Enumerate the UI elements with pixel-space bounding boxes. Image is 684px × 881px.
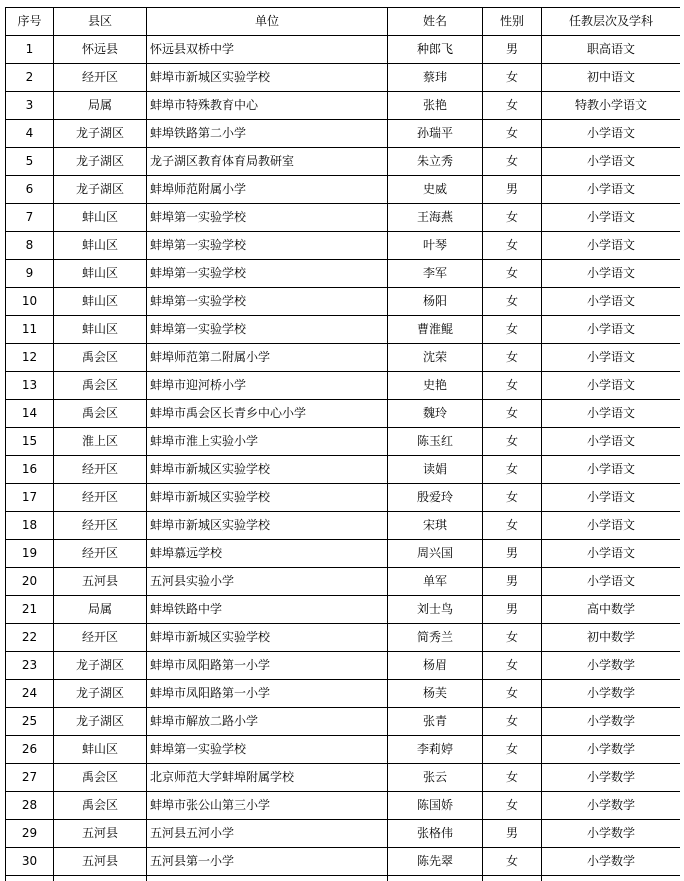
cell-name: 陈国娇 bbox=[388, 792, 483, 820]
cell-subject: 小学语文 bbox=[542, 120, 681, 148]
cell-index: 19 bbox=[6, 540, 54, 568]
cell-subject: 小学数学 bbox=[542, 652, 681, 680]
cell-gender: 女 bbox=[483, 736, 542, 764]
table-row bbox=[6, 652, 681, 680]
cell-name: 周兴国 bbox=[388, 540, 483, 568]
cell-index: 4 bbox=[6, 120, 54, 148]
cell-index: 30 bbox=[6, 848, 54, 876]
cell-subject: 小学语文 bbox=[542, 568, 681, 596]
cell-gender: 女 bbox=[483, 792, 542, 820]
cell-subject: 小学语文 bbox=[542, 540, 681, 568]
cell-empty bbox=[147, 876, 388, 881]
table-header-row bbox=[6, 8, 681, 36]
cell-unit: 蚌埠市凤阳路第一小学 bbox=[147, 652, 388, 680]
cell-index: 22 bbox=[6, 624, 54, 652]
cell-district: 蚌山区 bbox=[54, 260, 147, 288]
table-body bbox=[6, 36, 681, 881]
cell-index: 6 bbox=[6, 176, 54, 204]
cell-unit: 龙子湖区教育体育局教研室 bbox=[147, 148, 388, 176]
cell-unit: 蚌埠第一实验学校 bbox=[147, 204, 388, 232]
cell-gender: 女 bbox=[483, 848, 542, 876]
table-row bbox=[6, 792, 681, 820]
cell-gender: 女 bbox=[483, 288, 542, 316]
cell-index: 27 bbox=[6, 764, 54, 792]
table-row bbox=[6, 456, 681, 484]
cell-gender: 女 bbox=[483, 512, 542, 540]
cell-subject: 小学语文 bbox=[542, 484, 681, 512]
cell-subject: 小学语文 bbox=[542, 456, 681, 484]
header-unit: 单位 bbox=[147, 8, 388, 36]
cell-name: 陈先翠 bbox=[388, 848, 483, 876]
header-district: 县区 bbox=[54, 8, 147, 36]
table-row bbox=[6, 316, 681, 344]
cell-index: 7 bbox=[6, 204, 54, 232]
cell-name: 种郎飞 bbox=[388, 36, 483, 64]
table-row bbox=[6, 708, 681, 736]
cell-name: 简秀兰 bbox=[388, 624, 483, 652]
table-row bbox=[6, 428, 681, 456]
cell-subject: 小学语文 bbox=[542, 148, 681, 176]
cell-gender: 女 bbox=[483, 680, 542, 708]
cell-name: 殷爱玲 bbox=[388, 484, 483, 512]
cell-subject: 小学语文 bbox=[542, 260, 681, 288]
cell-district: 五河县 bbox=[54, 820, 147, 848]
cell-district: 禹会区 bbox=[54, 344, 147, 372]
cell-index: 3 bbox=[6, 92, 54, 120]
cell-index: 15 bbox=[6, 428, 54, 456]
cell-index: 23 bbox=[6, 652, 54, 680]
cell-index: 20 bbox=[6, 568, 54, 596]
cell-gender: 女 bbox=[483, 232, 542, 260]
cell-empty bbox=[388, 876, 483, 881]
table-row bbox=[6, 372, 681, 400]
cell-gender: 女 bbox=[483, 708, 542, 736]
cell-index: 29 bbox=[6, 820, 54, 848]
cell-gender: 女 bbox=[483, 92, 542, 120]
cell-subject: 小学数学 bbox=[542, 820, 681, 848]
cell-unit: 北京师范大学蚌埠附属学校 bbox=[147, 764, 388, 792]
cell-subject: 小学语文 bbox=[542, 288, 681, 316]
cell-name: 杨眉 bbox=[388, 652, 483, 680]
cell-district: 禹会区 bbox=[54, 764, 147, 792]
cell-unit: 五河县五河小学 bbox=[147, 820, 388, 848]
cell-name: 王海燕 bbox=[388, 204, 483, 232]
cell-name: 杨芙 bbox=[388, 680, 483, 708]
cell-unit: 蚌埠师范附属小学 bbox=[147, 176, 388, 204]
cell-name: 朱立秀 bbox=[388, 148, 483, 176]
table-row bbox=[6, 764, 681, 792]
cell-subject: 小学数学 bbox=[542, 736, 681, 764]
cell-index: 24 bbox=[6, 680, 54, 708]
header-subject: 任教层次及学科 bbox=[542, 8, 681, 36]
table-row bbox=[6, 344, 681, 372]
cell-name: 张青 bbox=[388, 708, 483, 736]
table-row bbox=[6, 820, 681, 848]
cell-name: 曹淮鲲 bbox=[388, 316, 483, 344]
cell-unit: 蚌埠铁路第二小学 bbox=[147, 120, 388, 148]
cell-district: 蚌山区 bbox=[54, 204, 147, 232]
cell-index: 21 bbox=[6, 596, 54, 624]
cell-gender: 男 bbox=[483, 568, 542, 596]
table-row bbox=[6, 400, 681, 428]
cell-unit: 蚌埠铁路中学 bbox=[147, 596, 388, 624]
cell-district: 龙子湖区 bbox=[54, 680, 147, 708]
table-row bbox=[6, 176, 681, 204]
cell-index: 10 bbox=[6, 288, 54, 316]
cell-name: 张格伟 bbox=[388, 820, 483, 848]
table-row bbox=[6, 484, 681, 512]
cell-subject: 小学语文 bbox=[542, 400, 681, 428]
cell-unit: 蚌埠市解放二路小学 bbox=[147, 708, 388, 736]
cell-gender: 女 bbox=[483, 120, 542, 148]
cell-subject: 小学语文 bbox=[542, 344, 681, 372]
table-row bbox=[6, 288, 681, 316]
table-row bbox=[6, 540, 681, 568]
cell-gender: 女 bbox=[483, 204, 542, 232]
cell-district: 局属 bbox=[54, 92, 147, 120]
cell-unit: 蚌埠师范第二附属小学 bbox=[147, 344, 388, 372]
cell-district: 龙子湖区 bbox=[54, 120, 147, 148]
cell-gender: 女 bbox=[483, 456, 542, 484]
cell-district: 龙子湖区 bbox=[54, 652, 147, 680]
cell-district: 龙子湖区 bbox=[54, 708, 147, 736]
cell-unit: 五河县第一小学 bbox=[147, 848, 388, 876]
table-row bbox=[6, 624, 681, 652]
cell-index: 25 bbox=[6, 708, 54, 736]
cell-gender: 女 bbox=[483, 624, 542, 652]
cell-district: 五河县 bbox=[54, 568, 147, 596]
cell-subject: 高中数学 bbox=[542, 596, 681, 624]
cell-subject: 小学语文 bbox=[542, 428, 681, 456]
header-index: 序号 bbox=[6, 8, 54, 36]
cell-district: 经开区 bbox=[54, 540, 147, 568]
cell-subject: 初中语文 bbox=[542, 64, 681, 92]
cell-unit: 蚌埠市张公山第三小学 bbox=[147, 792, 388, 820]
cell-name: 杨阳 bbox=[388, 288, 483, 316]
cell-unit: 蚌埠市新城区实验学校 bbox=[147, 512, 388, 540]
cell-name: 蔡玮 bbox=[388, 64, 483, 92]
cell-index: 26 bbox=[6, 736, 54, 764]
cell-district: 五河县 bbox=[54, 848, 147, 876]
cell-district: 龙子湖区 bbox=[54, 176, 147, 204]
cell-unit: 蚌埠市淮上实验小学 bbox=[147, 428, 388, 456]
cell-unit: 蚌埠市迎河桥小学 bbox=[147, 372, 388, 400]
cell-district: 怀远县 bbox=[54, 36, 147, 64]
cell-gender: 女 bbox=[483, 148, 542, 176]
cell-name: 单军 bbox=[388, 568, 483, 596]
cell-name: 李莉婷 bbox=[388, 736, 483, 764]
cell-name: 陈玉红 bbox=[388, 428, 483, 456]
cell-gender: 男 bbox=[483, 820, 542, 848]
cell-district: 蚌山区 bbox=[54, 736, 147, 764]
cell-index: 28 bbox=[6, 792, 54, 820]
cell-district: 禹会区 bbox=[54, 372, 147, 400]
cell-subject: 职高语文 bbox=[542, 36, 681, 64]
header-name: 姓名 bbox=[388, 8, 483, 36]
teacher-list-sheet bbox=[5, 7, 680, 881]
table-row bbox=[6, 148, 681, 176]
table-row-partial bbox=[6, 876, 681, 881]
table-row bbox=[6, 260, 681, 288]
cell-name: 张云 bbox=[388, 764, 483, 792]
cell-gender: 女 bbox=[483, 400, 542, 428]
cell-unit: 蚌埠市新城区实验学校 bbox=[147, 456, 388, 484]
cell-district: 经开区 bbox=[54, 64, 147, 92]
cell-unit: 蚌埠第一实验学校 bbox=[147, 736, 388, 764]
cell-index: 8 bbox=[6, 232, 54, 260]
cell-district: 禹会区 bbox=[54, 400, 147, 428]
cell-empty bbox=[6, 876, 54, 881]
cell-name: 史艳 bbox=[388, 372, 483, 400]
cell-name: 孙瑞平 bbox=[388, 120, 483, 148]
cell-index: 11 bbox=[6, 316, 54, 344]
cell-unit: 蚌埠第一实验学校 bbox=[147, 316, 388, 344]
cell-district: 龙子湖区 bbox=[54, 148, 147, 176]
cell-unit: 蚌埠市新城区实验学校 bbox=[147, 64, 388, 92]
table-row bbox=[6, 736, 681, 764]
cell-district: 经开区 bbox=[54, 484, 147, 512]
table-row bbox=[6, 680, 681, 708]
table-row bbox=[6, 596, 681, 624]
cell-district: 经开区 bbox=[54, 456, 147, 484]
cell-empty bbox=[54, 876, 147, 881]
teacher-table bbox=[5, 7, 680, 881]
cell-index: 1 bbox=[6, 36, 54, 64]
cell-name: 叶琴 bbox=[388, 232, 483, 260]
cell-index: 5 bbox=[6, 148, 54, 176]
cell-unit: 蚌埠市新城区实验学校 bbox=[147, 624, 388, 652]
table-row bbox=[6, 512, 681, 540]
cell-gender: 男 bbox=[483, 596, 542, 624]
cell-district: 禹会区 bbox=[54, 792, 147, 820]
cell-gender: 男 bbox=[483, 540, 542, 568]
table-row bbox=[6, 36, 681, 64]
cell-gender: 男 bbox=[483, 176, 542, 204]
cell-subject: 小学数学 bbox=[542, 680, 681, 708]
cell-gender: 女 bbox=[483, 652, 542, 680]
cell-name: 刘士鸟 bbox=[388, 596, 483, 624]
cell-unit: 蚌埠第一实验学校 bbox=[147, 232, 388, 260]
cell-name: 沈荣 bbox=[388, 344, 483, 372]
cell-subject: 小学数学 bbox=[542, 792, 681, 820]
cell-unit: 五河县实验小学 bbox=[147, 568, 388, 596]
cell-name: 魏玲 bbox=[388, 400, 483, 428]
cell-gender: 女 bbox=[483, 64, 542, 92]
cell-index: 17 bbox=[6, 484, 54, 512]
cell-subject: 小学语文 bbox=[542, 232, 681, 260]
cell-subject: 小学数学 bbox=[542, 764, 681, 792]
table-row bbox=[6, 204, 681, 232]
cell-gender: 男 bbox=[483, 36, 542, 64]
cell-gender: 女 bbox=[483, 316, 542, 344]
cell-unit: 蚌埠市特殊教育中心 bbox=[147, 92, 388, 120]
cell-unit: 蚌埠第一实验学校 bbox=[147, 288, 388, 316]
cell-subject: 小学语文 bbox=[542, 512, 681, 540]
cell-unit: 怀远县双桥中学 bbox=[147, 36, 388, 64]
cell-unit: 蚌埠市新城区实验学校 bbox=[147, 484, 388, 512]
cell-gender: 女 bbox=[483, 764, 542, 792]
cell-subject: 小学数学 bbox=[542, 848, 681, 876]
table-row bbox=[6, 120, 681, 148]
cell-district: 局属 bbox=[54, 596, 147, 624]
cell-unit: 蚌埠市禹会区长青乡中心小学 bbox=[147, 400, 388, 428]
cell-name: 宋琪 bbox=[388, 512, 483, 540]
cell-index: 16 bbox=[6, 456, 54, 484]
cell-index: 14 bbox=[6, 400, 54, 428]
cell-district: 经开区 bbox=[54, 624, 147, 652]
cell-name: 史威 bbox=[388, 176, 483, 204]
table-row bbox=[6, 64, 681, 92]
cell-subject: 特教小学语文 bbox=[542, 92, 681, 120]
cell-subject: 小学语文 bbox=[542, 176, 681, 204]
cell-subject: 小学数学 bbox=[542, 708, 681, 736]
cell-empty bbox=[483, 876, 542, 881]
cell-district: 淮上区 bbox=[54, 428, 147, 456]
cell-district: 蚌山区 bbox=[54, 288, 147, 316]
cell-index: 18 bbox=[6, 512, 54, 540]
cell-subject: 小学语文 bbox=[542, 372, 681, 400]
cell-index: 2 bbox=[6, 64, 54, 92]
cell-unit: 蚌埠市凤阳路第一小学 bbox=[147, 680, 388, 708]
cell-subject: 初中数学 bbox=[542, 624, 681, 652]
cell-name: 张艳 bbox=[388, 92, 483, 120]
cell-gender: 女 bbox=[483, 428, 542, 456]
cell-name: 读娟 bbox=[388, 456, 483, 484]
cell-empty bbox=[542, 876, 681, 881]
cell-name: 李军 bbox=[388, 260, 483, 288]
header-gender: 性别 bbox=[483, 8, 542, 36]
cell-index: 9 bbox=[6, 260, 54, 288]
table-row bbox=[6, 848, 681, 876]
cell-district: 蚌山区 bbox=[54, 316, 147, 344]
cell-index: 13 bbox=[6, 372, 54, 400]
table-row bbox=[6, 232, 681, 260]
table-row bbox=[6, 568, 681, 596]
cell-index: 12 bbox=[6, 344, 54, 372]
cell-district: 经开区 bbox=[54, 512, 147, 540]
cell-district: 蚌山区 bbox=[54, 232, 147, 260]
cell-unit: 蚌埠第一实验学校 bbox=[147, 260, 388, 288]
table-row bbox=[6, 92, 681, 120]
cell-gender: 女 bbox=[483, 344, 542, 372]
cell-gender: 女 bbox=[483, 260, 542, 288]
cell-subject: 小学语文 bbox=[542, 316, 681, 344]
cell-gender: 女 bbox=[483, 372, 542, 400]
cell-gender: 女 bbox=[483, 484, 542, 512]
cell-unit: 蚌埠慕远学校 bbox=[147, 540, 388, 568]
cell-subject: 小学语文 bbox=[542, 204, 681, 232]
